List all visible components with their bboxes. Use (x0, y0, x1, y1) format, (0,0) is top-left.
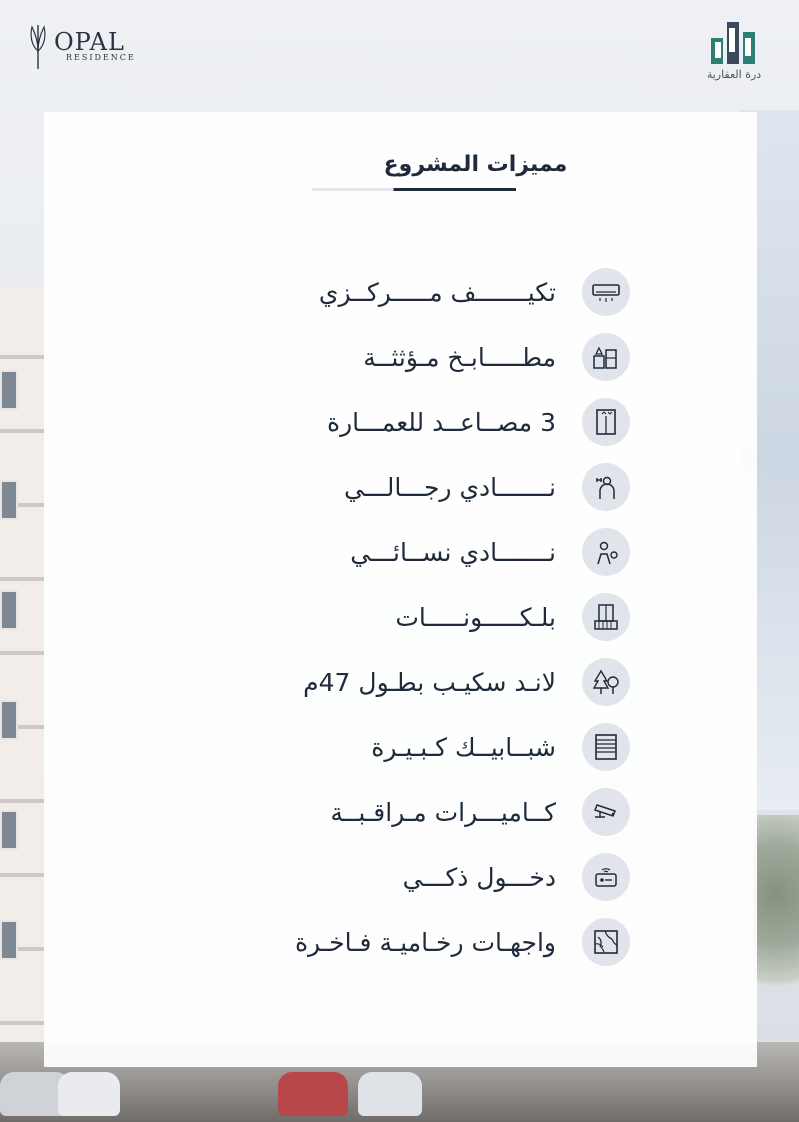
men-gym-icon (582, 463, 630, 511)
opal-residence-logo (28, 20, 158, 72)
feature-label: لانـد سكيـب بطـول 47م (303, 667, 556, 697)
landscape-tree-icon (582, 658, 630, 706)
background-tree (753, 815, 799, 1015)
feature-item (210, 592, 630, 642)
durra-logo-label: درة العقارية (706, 68, 762, 81)
balcony-icon (582, 593, 630, 641)
durra-real-estate-logo (699, 14, 769, 90)
feature-item (210, 787, 630, 837)
security-camera-icon (582, 788, 630, 836)
opal-logo-name: OPAL (54, 28, 125, 56)
feature-item (210, 917, 630, 967)
page-title: مميزات المشروع (383, 152, 568, 177)
kitchen-icon (582, 333, 630, 381)
feature-label: تكيـــــــف مـــــركــزي (318, 277, 556, 307)
opal-logo-sub: RESIDENCE (66, 53, 136, 62)
window-blinds-icon (582, 723, 630, 771)
title-underline (312, 188, 516, 191)
feature-label: واجهـات رخـاميـة فـاخـرة (294, 927, 556, 957)
feature-item (210, 527, 630, 577)
car-image (278, 1072, 348, 1116)
feature-label: بلـكـــــونـــــات (395, 602, 556, 632)
feature-label: مطـــــابـخ مـؤثثــة (363, 342, 556, 372)
feature-label: نـــــــادي رجـــالـــي (343, 472, 556, 502)
feature-item (210, 397, 630, 447)
feature-item (210, 722, 630, 772)
features-card (44, 112, 757, 1067)
smart-entry-icon (582, 853, 630, 901)
car-image (358, 1072, 422, 1116)
feature-label: دخـــول ذكـــي (402, 862, 556, 892)
wheat-leaf-icon (28, 21, 48, 71)
feature-label: شبــابيــك كـبـيـرة (371, 732, 556, 762)
feature-label: 3 مصــاعــد للعمـــارة (327, 407, 556, 437)
feature-item (210, 852, 630, 902)
car-image (58, 1072, 120, 1116)
air-conditioner-icon (582, 268, 630, 316)
feature-item (210, 267, 630, 317)
elevator-icon (582, 398, 630, 446)
feature-item (210, 462, 630, 512)
feature-item (210, 332, 630, 382)
feature-label: كــاميـــرات مـراقـبــة (330, 797, 556, 827)
durra-building-mark-icon (709, 14, 759, 66)
feature-label: نـــــــادي نســائـــي (350, 537, 556, 567)
feature-item (210, 657, 630, 707)
background-building (0, 285, 44, 1045)
marble-facade-icon (582, 918, 630, 966)
women-gym-icon (582, 528, 630, 576)
